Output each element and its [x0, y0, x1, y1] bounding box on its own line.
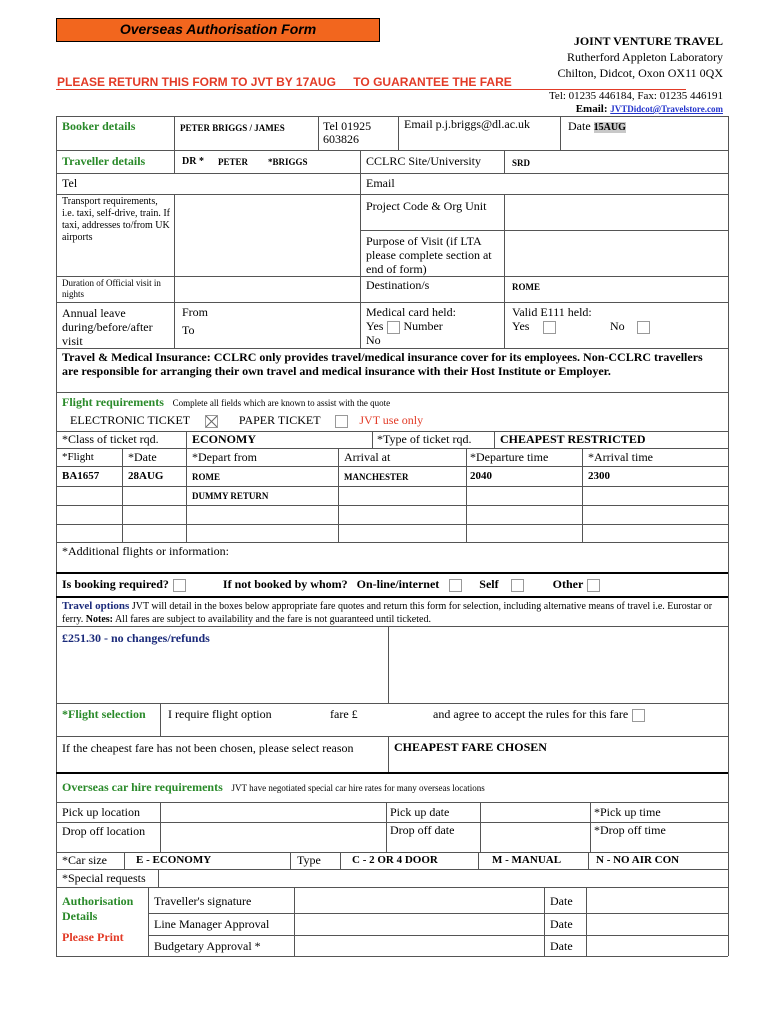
medical-yes: [366, 320, 443, 334]
medical-yes-checkbox[interactable]: [387, 321, 400, 334]
destination-label: Destination/s: [366, 278, 430, 292]
booking-required-checkbox[interactable]: [173, 579, 186, 592]
car-aircon-value[interactable]: N - NO AIR CON: [596, 854, 680, 866]
return-notice: [57, 75, 512, 89]
tel-label: Tel: [62, 176, 78, 190]
car-size-value[interactable]: E - ECONOMY: [136, 854, 212, 866]
rule: [290, 852, 291, 869]
rule: [504, 194, 505, 276]
rule: [56, 887, 728, 888]
rule: [124, 852, 125, 869]
class-value[interactable]: ECONOMY: [192, 432, 256, 446]
table-cell[interactable]: ROME: [192, 472, 220, 482]
col-flight: *Flight: [62, 451, 94, 463]
booker-name[interactable]: PETER BRIGGS / JAMES: [180, 123, 285, 133]
date-label: Date: [568, 119, 591, 133]
fare-label: fare £: [330, 707, 358, 721]
fare-quote[interactable]: £251.30 - no changes/refunds: [62, 631, 210, 645]
pickup-location-label: Pick up location: [62, 805, 140, 819]
dropoff-date-label: Drop off date: [390, 823, 455, 837]
rule: [56, 542, 728, 543]
rule: [56, 572, 728, 574]
site-label: CCLRC Site/University: [366, 154, 482, 168]
return-notice-b: TO GUARANTEE THE FARE: [353, 75, 512, 89]
sig-date-label: Date: [550, 894, 573, 908]
rule: [318, 116, 319, 150]
project-label: Project Code & Org Unit: [366, 199, 487, 213]
manager-date-label: Date: [550, 917, 573, 931]
pickup-date-label: Pick up date: [390, 805, 450, 819]
rule: [56, 448, 728, 449]
pickup-time-label: *Pick up time: [594, 805, 661, 819]
agree-checkbox[interactable]: [632, 709, 645, 722]
company-address-2: Chilton, Didcot, Oxon OX11 0QX: [557, 66, 723, 80]
flight-req-header: [62, 396, 390, 410]
table-cell[interactable]: BA1657: [62, 470, 100, 482]
insurance-note: Travel & Medical Insurance: CCLRC only provides travel/medical insurance cover for its employees. Non-CCLRC travellers are responsible for arranging their own travel and medical insurance with their Host Institute or Employer.: [62, 350, 703, 378]
rule: [160, 703, 161, 736]
rule: [158, 869, 159, 887]
company-email: [576, 103, 723, 115]
rule: [504, 276, 505, 302]
form-border-right: [728, 116, 729, 956]
e111-no-checkbox[interactable]: [637, 321, 650, 334]
traveller-title[interactable]: DR *: [182, 156, 204, 167]
booked-by-label: If not booked by whom?: [222, 577, 348, 591]
email-link[interactable]: JVTDidcot@Travelstore.com: [610, 104, 723, 114]
paper-ticket-label: PAPER TICKET: [238, 413, 321, 427]
car-transmission-value[interactable]: M - MANUAL: [492, 854, 562, 866]
booker-tel[interactable]: Tel 01925 603826: [323, 119, 372, 146]
ticket-type-label: *Type of ticket rqd.: [377, 432, 472, 446]
rule: [56, 116, 728, 117]
e111-yes-label: Yes: [512, 319, 530, 333]
car-type-value[interactable]: C - 2 OR 4 DOOR: [352, 854, 438, 866]
budget-date-label: Date: [550, 939, 573, 953]
notes-text: All fares are subject to availability and the fare is not guaranteed until ticketed.: [114, 614, 431, 625]
ticket-type-value[interactable]: CHEAPEST RESTRICTED: [500, 432, 646, 446]
transport-label: Transport requirements, i.e. taxi, self-drive, train. If taxi, addresses to/from UK airports: [62, 196, 171, 243]
date-value: 15AUG: [593, 122, 626, 133]
rule: [590, 802, 591, 852]
flight-selection-label: *Flight selection: [62, 707, 146, 721]
rule: [56, 626, 728, 627]
special-requests-label: *Special requests: [62, 871, 146, 885]
self-label: Self: [479, 577, 499, 591]
booker-email[interactable]: Email p.j.briggs@dl.ac.uk: [404, 117, 531, 131]
leave-label: Annual leave during/before/after visit: [62, 306, 153, 348]
auth-label: Authorisation Details: [62, 894, 134, 923]
notes-label: Notes:: [85, 614, 113, 625]
rule: [148, 887, 149, 956]
rule: [148, 913, 728, 914]
rule: [56, 703, 728, 704]
company-name: JOINT VENTURE TRAVEL: [573, 34, 723, 48]
medical-number-label: Number: [403, 319, 443, 333]
rule: [582, 448, 583, 542]
please-print: Please Print: [62, 930, 124, 944]
purpose-label: Purpose of Visit (if LTA please complete section at end of form): [366, 234, 492, 276]
col-date: *Date: [128, 450, 157, 464]
rule: [56, 302, 728, 303]
rule: [372, 431, 373, 448]
booker-label: Booker details: [62, 119, 136, 133]
rule: [122, 448, 123, 542]
travel-options-desc: JVT will detail in the boxes below appropriate fare quotes and return this form for selection, including alternative means of travel i.e. Eurostar or ferry.: [62, 601, 713, 625]
rule: [388, 626, 389, 703]
rule: [56, 348, 728, 349]
rule: [56, 869, 728, 870]
rule: [338, 448, 339, 542]
rule: [56, 852, 728, 853]
dropoff-location-label: Drop off location: [62, 824, 146, 838]
online-checkbox[interactable]: [449, 579, 462, 592]
rule: [588, 852, 589, 869]
rule: [586, 887, 587, 956]
e111-yes-checkbox[interactable]: [543, 321, 556, 334]
paper-ticket-checkbox[interactable]: [335, 415, 348, 428]
agree-row: [433, 708, 645, 722]
electronic-ticket-label: ELECTRONIC TICKET: [70, 413, 190, 427]
online-label: On-line/internet: [356, 577, 440, 591]
self-checkbox[interactable]: [511, 579, 524, 592]
medical-yes-label: Yes: [366, 319, 384, 333]
e111-yes: [512, 320, 556, 334]
cheapest-answer[interactable]: CHEAPEST FARE CHOSEN: [394, 740, 547, 754]
duration-label: Duration of Official visit in nights: [62, 278, 161, 299]
rule: [398, 116, 399, 150]
rule: [56, 486, 728, 487]
rule: [148, 935, 728, 936]
booking-required-label: Is booking required?: [62, 577, 169, 591]
rule: [56, 736, 728, 737]
electronic-ticket-checkbox[interactable]: [205, 415, 218, 428]
rule: [56, 505, 728, 506]
rule: [56, 596, 728, 598]
car-type-label: Type: [297, 853, 321, 867]
rule: [56, 802, 728, 803]
travel-options-label: Travel options: [62, 600, 130, 612]
medical-no-label: No: [366, 333, 381, 347]
e111-no-label: No: [610, 319, 625, 333]
medical-label: Medical card held:: [366, 305, 456, 319]
destination-value[interactable]: ROME: [512, 282, 540, 292]
car-hire-header: [62, 781, 485, 795]
e111-label: Valid E111 held:: [512, 305, 592, 319]
rule: [478, 852, 479, 869]
dropoff-time-label: *Drop off time: [594, 823, 666, 837]
manager-approval-label: Line Manager Approval: [154, 917, 270, 931]
booking-row: [62, 578, 600, 592]
email-field-label: Email: [366, 176, 395, 190]
return-notice-a: PLEASE RETURN THIS FORM TO JVT BY 17AUG: [57, 75, 336, 89]
tel-fax: Tel: 01235 446184, Fax: 01235 446191: [548, 90, 723, 102]
other-label: Other: [552, 577, 584, 591]
col-depart: *Depart from: [192, 450, 257, 464]
email-label: Email:: [575, 103, 608, 115]
rule: [56, 276, 728, 277]
rule: [504, 150, 505, 174]
col-arr-time: *Arrival time: [588, 450, 653, 464]
flight-req-label: Flight requirements: [62, 395, 164, 409]
traveller-last-name[interactable]: *BRIGGS: [268, 157, 308, 167]
agree-label: and agree to accept the rules for this fare: [433, 707, 629, 721]
traveller-label: Traveller details: [62, 154, 146, 168]
rule: [388, 736, 389, 772]
rule: [340, 852, 341, 869]
car-hire-label: Overseas car hire requirements: [62, 780, 223, 794]
class-label: *Class of ticket rqd.: [62, 432, 159, 446]
rule: [56, 524, 728, 525]
rule: [56, 194, 728, 195]
form-title: Overseas Authorisation Form: [119, 21, 317, 37]
company-address-1: Rutherford Appleton Laboratory: [567, 50, 723, 64]
cheapest-question: If the cheapest fare has not been chosen, please select reason: [62, 741, 354, 755]
rule: [466, 448, 467, 542]
rule: [544, 887, 545, 956]
travel-options-text: [62, 600, 722, 626]
jvt-use-only: JVT use only: [359, 413, 424, 427]
rule: [56, 150, 728, 151]
rule: [294, 887, 295, 956]
form-title-banner: [56, 18, 380, 42]
rule: [174, 194, 175, 348]
form-border-left: [56, 116, 57, 956]
rule: [56, 392, 728, 393]
table-cell[interactable]: MANCHESTER: [344, 472, 409, 482]
col-dep-time: *Departure time: [470, 450, 549, 464]
rule: [56, 956, 728, 957]
table-cell[interactable]: 28AUG: [128, 470, 164, 482]
car-size-label: *Car size: [62, 853, 107, 867]
rule: [160, 802, 161, 852]
rule: [360, 150, 361, 348]
rule: [480, 802, 481, 852]
rule: [360, 230, 728, 231]
table-cell[interactable]: 2040: [470, 470, 492, 482]
rule: [504, 302, 505, 348]
ticket-type-row: [70, 414, 423, 428]
rule: [186, 431, 187, 542]
rule: [56, 173, 728, 174]
traveller-signature-label: Traveller's signature: [154, 894, 252, 908]
additional-flights-label: *Additional flights or information:: [62, 544, 229, 558]
table-cell[interactable]: DUMMY RETURN: [192, 491, 269, 501]
rule: [174, 116, 175, 174]
rule: [56, 466, 728, 467]
e111-no: [610, 320, 650, 334]
site-value[interactable]: SRD: [512, 158, 531, 168]
rule: [56, 772, 728, 774]
flight-req-hint: Complete all fields which are known to assist with the quote: [172, 398, 391, 408]
checked-x-icon: [206, 416, 217, 427]
car-hire-hint: JVT have negotiated special car hire rates for many overseas locations: [231, 783, 485, 793]
leave-to-label: To: [182, 323, 195, 337]
rule: [386, 802, 387, 852]
col-arrival: Arrival at: [344, 450, 391, 464]
traveller-first-name[interactable]: PETER: [218, 157, 249, 167]
other-checkbox[interactable]: [587, 579, 600, 592]
leave-from-label: From: [182, 305, 209, 319]
booker-date[interactable]: [568, 120, 626, 134]
rule: [560, 116, 561, 150]
table-cell[interactable]: 2300: [588, 470, 610, 482]
rule: [494, 431, 495, 448]
budget-approval-label: Budgetary Approval *: [154, 939, 261, 953]
require-option-label: I require flight option: [168, 707, 272, 721]
